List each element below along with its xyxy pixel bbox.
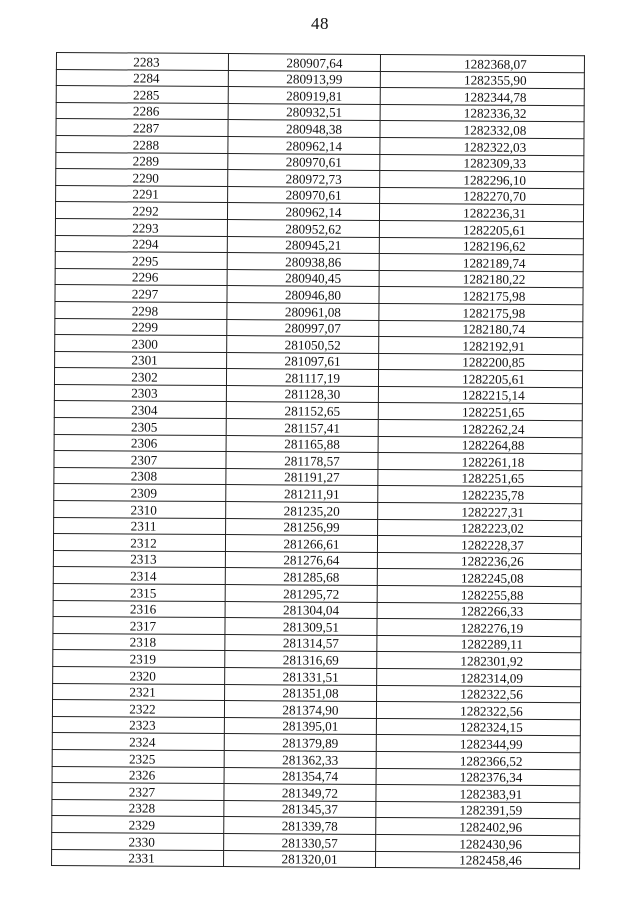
point-number-cell: 2316: [53, 600, 225, 618]
point-number-cell: 2318: [53, 633, 225, 651]
x-coordinate-cell: 281331,51: [225, 668, 377, 686]
y-coordinate-cell: 1282251,65: [378, 403, 582, 421]
point-number-cell: 2298: [55, 301, 227, 319]
point-number-cell: 2304: [54, 401, 226, 419]
point-number-cell: 2285: [56, 86, 228, 104]
point-number-cell: 2330: [52, 832, 224, 850]
point-number-cell: 2326: [52, 766, 224, 784]
y-coordinate-cell: 1282227,31: [378, 503, 582, 521]
point-number-cell: 2329: [52, 816, 224, 834]
y-coordinate-cell: 1282205,61: [378, 370, 582, 388]
y-coordinate-cell: 1282344,78: [380, 88, 584, 106]
x-coordinate-cell: 280945,21: [227, 236, 379, 254]
y-coordinate-cell: 1282245,08: [377, 569, 581, 587]
point-number-cell: 2319: [53, 650, 225, 668]
x-coordinate-cell: 280940,45: [227, 269, 379, 287]
point-number-cell: 2283: [56, 53, 228, 71]
y-coordinate-cell: 1282296,10: [380, 171, 584, 189]
x-coordinate-cell: 280932,51: [228, 103, 380, 121]
x-coordinate-cell: 281178,57: [226, 452, 378, 470]
point-number-cell: 2294: [55, 235, 227, 253]
y-coordinate-cell: 1282355,90: [380, 71, 584, 89]
point-number-cell: 2315: [53, 583, 225, 601]
y-coordinate-cell: 1282402,96: [376, 818, 580, 836]
x-coordinate-cell: 280919,81: [228, 87, 380, 105]
x-coordinate-cell: 281211,91: [226, 485, 378, 503]
y-coordinate-cell: 1282175,98: [379, 303, 583, 321]
point-number-cell: 2312: [53, 534, 225, 552]
y-coordinate-cell: 1282180,74: [379, 320, 583, 338]
x-coordinate-cell: 280970,61: [228, 186, 380, 204]
x-coordinate-cell: 281320,01: [224, 850, 376, 868]
y-coordinate-cell: 1282289,11: [377, 635, 581, 653]
point-number-cell: 2295: [55, 252, 227, 270]
point-number-cell: 2288: [56, 135, 228, 153]
x-coordinate-cell: 281362,33: [224, 750, 376, 768]
point-number-cell: 2291: [56, 185, 228, 203]
x-coordinate-cell: 280970,61: [228, 153, 380, 171]
x-coordinate-cell: 281157,41: [226, 419, 378, 437]
point-number-cell: 2322: [52, 700, 224, 718]
y-coordinate-cell: 1282366,52: [376, 751, 580, 769]
point-number-cell: 2311: [54, 517, 226, 535]
y-coordinate-cell: 1282344,99: [376, 735, 580, 753]
x-coordinate-cell: 281339,78: [224, 817, 376, 835]
y-coordinate-cell: 1282200,85: [379, 353, 583, 371]
point-number-cell: 2306: [54, 434, 226, 452]
point-number-cell: 2310: [54, 501, 226, 519]
x-coordinate-cell: 281128,30: [226, 385, 378, 403]
y-coordinate-cell: 1282251,65: [378, 469, 582, 487]
x-coordinate-cell: 281309,51: [225, 618, 377, 636]
point-number-cell: 2292: [55, 202, 227, 220]
y-coordinate-cell: 1282189,74: [379, 254, 583, 272]
point-number-cell: 2289: [56, 152, 228, 170]
y-coordinate-cell: 1282236,26: [377, 552, 581, 570]
y-coordinate-cell: 1282322,03: [380, 137, 584, 155]
x-coordinate-cell: 281330,57: [224, 833, 376, 851]
x-coordinate-cell: 281351,08: [225, 684, 377, 702]
point-number-cell: 2305: [54, 418, 226, 436]
y-coordinate-cell: 1282309,33: [380, 154, 584, 172]
x-coordinate-cell: 281304,04: [225, 601, 377, 619]
x-coordinate-cell: 281266,61: [225, 535, 377, 553]
point-number-cell: 2320: [53, 666, 225, 684]
y-coordinate-cell: 1282301,92: [377, 652, 581, 670]
y-coordinate-cell: 1282314,09: [377, 668, 581, 686]
x-coordinate-cell: 280946,80: [227, 286, 379, 304]
point-number-cell: 2307: [54, 451, 226, 469]
point-number-cell: 2317: [53, 617, 225, 635]
point-number-cell: 2297: [55, 285, 227, 303]
y-coordinate-cell: 1282376,34: [376, 768, 580, 786]
x-coordinate-cell: 280952,62: [227, 219, 379, 237]
point-number-cell: 2327: [52, 783, 224, 801]
point-number-cell: 2284: [56, 69, 228, 87]
point-number-cell: 2323: [52, 716, 224, 734]
y-coordinate-cell: 1282458,46: [376, 851, 580, 869]
point-number-cell: 2331: [52, 849, 224, 867]
x-coordinate-cell: 280962,14: [227, 203, 379, 221]
point-number-cell: 2290: [56, 169, 228, 187]
point-number-cell: 2313: [53, 550, 225, 568]
y-coordinate-cell: 1282236,31: [379, 204, 583, 222]
y-coordinate-cell: 1282192,91: [379, 337, 583, 355]
x-coordinate-cell: 281354,74: [224, 767, 376, 785]
x-coordinate-cell: 281191,27: [226, 468, 378, 486]
y-coordinate-cell: 1282262,24: [378, 420, 582, 438]
y-coordinate-cell: 1282235,78: [378, 486, 582, 504]
point-number-cell: 2301: [55, 351, 227, 369]
y-coordinate-cell: 1282368,07: [380, 54, 584, 72]
y-coordinate-cell: 1282322,56: [377, 685, 581, 703]
x-coordinate-cell: 281097,61: [227, 352, 379, 370]
x-coordinate-cell: 280997,07: [227, 319, 379, 337]
x-coordinate-cell: 281345,37: [224, 800, 376, 818]
y-coordinate-cell: 1282205,61: [379, 220, 583, 238]
y-coordinate-cell: 1282261,18: [378, 453, 582, 471]
x-coordinate-cell: 281379,89: [224, 734, 376, 752]
coordinates-table-body: [52, 53, 585, 869]
x-coordinate-cell: 281316,69: [225, 651, 377, 669]
y-coordinate-cell: 1282332,08: [380, 121, 584, 139]
y-coordinate-cell: 1282228,37: [377, 536, 581, 554]
y-coordinate-cell: 1282276,19: [377, 619, 581, 637]
y-coordinate-cell: 1282383,91: [376, 785, 580, 803]
y-coordinate-cell: 1282215,14: [378, 386, 582, 404]
y-coordinate-cell: 1282322,56: [376, 702, 580, 720]
y-coordinate-cell: 1282175,98: [379, 287, 583, 305]
x-coordinate-cell: 281117,19: [226, 369, 378, 387]
point-number-cell: 2309: [54, 484, 226, 502]
y-coordinate-cell: 1282324,15: [376, 718, 580, 736]
y-coordinate-cell: 1282180,22: [379, 270, 583, 288]
coordinates-table-container: [56, 52, 584, 866]
x-coordinate-cell: 281276,64: [225, 551, 377, 569]
x-coordinate-cell: 281152,65: [226, 402, 378, 420]
point-number-cell: 2303: [54, 384, 226, 402]
y-coordinate-cell: 1282223,02: [378, 519, 582, 537]
y-coordinate-cell: 1282264,88: [378, 436, 582, 454]
x-coordinate-cell: 281256,99: [226, 518, 378, 536]
point-number-cell: 2302: [54, 368, 226, 386]
x-coordinate-cell: 281395,01: [224, 717, 376, 735]
x-coordinate-cell: 281050,52: [227, 336, 379, 354]
page-number: 48: [311, 14, 329, 33]
x-coordinate-cell: 280938,86: [227, 253, 379, 271]
point-number-cell: 2293: [55, 218, 227, 236]
x-coordinate-cell: 280962,14: [228, 137, 380, 155]
point-number-cell: 2286: [56, 102, 228, 120]
y-coordinate-cell: 1282391,59: [376, 801, 580, 819]
x-coordinate-cell: 281165,88: [226, 435, 378, 453]
point-number-cell: 2308: [54, 467, 226, 485]
x-coordinate-cell: 281374,90: [224, 701, 376, 719]
point-number-cell: 2296: [55, 268, 227, 286]
y-coordinate-cell: 1282270,70: [380, 187, 584, 205]
table-row: [52, 849, 580, 869]
y-coordinate-cell: 1282430,96: [376, 834, 580, 852]
point-number-cell: 2321: [53, 683, 225, 701]
x-coordinate-cell: 281314,57: [225, 634, 377, 652]
x-coordinate-cell: 281349,72: [224, 784, 376, 802]
x-coordinate-cell: 281235,20: [226, 502, 378, 520]
y-coordinate-cell: 1282336,32: [380, 104, 584, 122]
point-number-cell: 2314: [53, 567, 225, 585]
x-coordinate-cell: 280948,38: [228, 120, 380, 138]
point-number-cell: 2299: [55, 318, 227, 336]
x-coordinate-cell: 280913,99: [228, 70, 380, 88]
y-coordinate-cell: 1282255,88: [377, 585, 581, 603]
x-coordinate-cell: 281285,68: [225, 568, 377, 586]
point-number-cell: 2325: [52, 749, 224, 767]
x-coordinate-cell: 281295,72: [225, 585, 377, 603]
point-number-cell: 2324: [52, 733, 224, 751]
y-coordinate-cell: 1282196,62: [379, 237, 583, 255]
point-number-cell: 2328: [52, 799, 224, 817]
x-coordinate-cell: 280961,08: [227, 302, 379, 320]
coordinates-table: [51, 52, 585, 869]
point-number-cell: 2287: [56, 119, 228, 137]
x-coordinate-cell: 280907,64: [228, 54, 380, 72]
point-number-cell: 2300: [55, 335, 227, 353]
x-coordinate-cell: 280972,73: [228, 170, 380, 188]
y-coordinate-cell: 1282266,33: [377, 602, 581, 620]
